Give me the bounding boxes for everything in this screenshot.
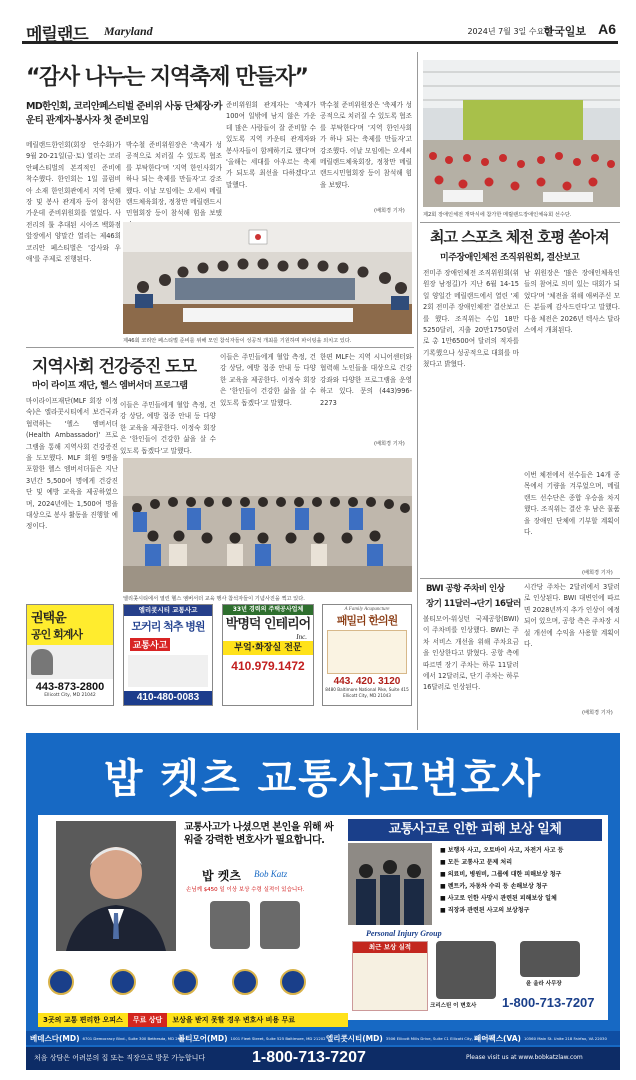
ad-services-list — [440, 845, 602, 917]
ad-interior-suffix: Inc. — [296, 633, 307, 641]
article2-photo — [123, 458, 412, 592]
seal-icon — [232, 969, 258, 995]
ad-accountant-address: Ellicott City, MD 21042 — [44, 693, 96, 698]
ad-interior-title: 박명덕 인테리어 — [225, 617, 311, 632]
lawyer-team-photo — [348, 843, 432, 925]
ad-interior[interactable] — [222, 604, 314, 706]
ad-footer-web[interactable]: Please visit us at www.bobkatzlaw.com — [466, 1054, 583, 1061]
ad-lawyer[interactable] — [26, 733, 620, 1070]
article1-body-1b: 박수철 준비위원장은 '축제가 성공적으로 치러질 수 있도록 협조를 부탁한다'며 '지역 한인사회가 하나 되는 축제를 만들자'고 강조했다. 이날 모임에는 오세씨 메릴랜드체육회장, 정창만 메릴랜드시민협회장 등이 참석해 힘을 보탰 — [126, 141, 222, 218]
article3-body-1: 전미주 장애인체전 조직위원회(위원장 남정길)가 지난 6월 14-15일 양일간 메릴랜드에서 열린 '제2회 전미주 장애인체전' 결산보고를 했다. 조직위는 수입 18만5250달러, 지출 20만1750달러로 총 1만6500여 달러의 적자를 기록했으나 성공적으로 대회를 마쳤다고 밝혔다. — [423, 269, 519, 369]
ad-clinic-phone: 443. 420. 3120 — [333, 676, 401, 687]
associate-photo — [260, 901, 300, 949]
seal-icon — [280, 969, 306, 995]
paper-name: 한국일보 — [543, 25, 586, 38]
ad-free-bar: 3곳의 교통 편리한 오피스 무료 상담 보상을 받지 못할 경우 변호사 비용 무료 — [38, 1013, 348, 1027]
ad-clinic-title: 패밀리 한의원 — [336, 614, 398, 627]
ad-spine-title: 모커리 척추 병원 — [131, 620, 205, 633]
office-item: 베데스다(MD) 6701 Democracy Blvd., Suite 300 Bethesda, MD 20817 — [30, 1033, 188, 1043]
service-item: ■ 보행자 사고, 오토바이 사고, 자전거 사고 등 — [440, 847, 564, 854]
ad-accountant-title: 권택윤 — [31, 611, 66, 626]
article2-body-3: 한편 MLF는 지역 시니어센터와 협력해 노인들을 대상으로 건강 강좌와 다양한 프로그램을 운영하고 있다. 문의 (443)996-2273 — [320, 353, 412, 407]
ad-phone-mid[interactable]: 1-800-713-7207 — [502, 995, 595, 1010]
article1-photo — [123, 222, 412, 334]
staff-photo — [520, 941, 580, 977]
seal-icon — [172, 969, 198, 995]
ad-lawyer-quote: 교통사고가 나셨으면 본인을 위해 싸워줄 강력한 변호사가 필요합니다. — [184, 822, 334, 846]
article3-body-3: 이번 체전에서 선수들은 14개 종목에서 기량을 겨루었으며, 메릴랜드 선수단은 종합 우승을 차지했다. 조직위는 결산 후 남은 물품을 장애인 단체에 기부할 계획이다. — [524, 471, 620, 537]
article1-body-1: 메릴랜드한인회(회장 안수화)가 9월 20-21일(금·토) 열리는 코리안페스티벌의 본격적인 준비에 착수했다. 한인회는 1일 콜럼비아 소재 한인회관에서 지역 단체장 및 봉사 관계자 등이 참석한 가운데 준비위원회를 열었다. 사전리의 툴 추대된 시아즈 백화점 앞장에서 양말간 열리는 제46회 코리안 페스티벌은 '감사와 우애'를 주제로 진행된다. — [26, 141, 121, 264]
article2-body-1b: 이들은 주민들에게 혈압 측정, 건강 상담, 예방 접종 안내 등 다양한 교육을 제공한다. 이정숙 회장은 '한인들이 건강한 삶을 살 수 있도록 돕겠다'고 말했다. — [120, 401, 216, 455]
service-item: ■ 직장과 관련된 사고의 보상청구 — [440, 907, 530, 914]
article3-subhead: 미주장애인체전 조직위원회, 결산보고 — [440, 253, 580, 263]
ad-offices — [26, 1031, 620, 1045]
ad-footer-note: 처음 상담은 어려분의 집 또는 직장으로 방문 가능합니다 — [34, 1054, 206, 1062]
article2-body-1: 마이라이프재단(MLF 회장 이정숙)은 엘라콧시티에서 보건국과 협력하는 '헬스 앰버서더(Health Ambassador)' 프로그램을 통해 지역사회 건강증진을 도모했다. MLF 회원 9명을 포함한 헬스 엠버서더들은 지난 3년간 5,500여 명에게 건강진단 및 예방 교육을 제공하였으며, 2024년에는 1,500여 명을 대상으로 봉사 활동을 진행할 예정이다. — [26, 397, 118, 531]
article3-headline: 최고 스포츠 체전 호평 쏟아져 — [430, 228, 609, 246]
staff-name: 윤 올라 사무장 — [526, 981, 562, 987]
region-name: Maryland — [104, 24, 153, 38]
article3-photo — [423, 60, 620, 207]
ad-oriental-clinic[interactable] — [322, 604, 412, 706]
rule — [26, 347, 414, 348]
service-item: ■ 모든 교통사고 문제 처리 — [440, 859, 512, 866]
ad-lawyer-name-en: Bob Katz — [254, 869, 288, 879]
group-photo-health — [123, 458, 412, 592]
staff-name: 크리스틴 이 변호사 — [430, 1003, 477, 1009]
ad-lawyer-title: 밥 켓츠 교통사고변호사 — [103, 756, 543, 802]
article3-photo-caption: 제2회 장애인체전 개막식에 참가한 메릴랜드장애인체육회 선수단. — [423, 212, 572, 218]
service-item: ■ 의료비, 병원비, 그룹에 대한 피해보상 청구 — [440, 871, 562, 878]
ad-accountant-phone: 443-873-2800 — [27, 679, 113, 693]
article2-body-2: 이들은 주민들에게 혈압 측정, 건강 상담, 예방 접종 안내 등 다양한 교육을 제공한다. 이정숙 회장은 '한인들이 건강한 삶을 살 수 있도록 돕겠다'고 말했다. — [220, 353, 316, 407]
ad-spine-clinic[interactable] — [123, 604, 213, 706]
article4-byline: (배희경 기자) — [582, 710, 613, 716]
seal-icon — [48, 969, 74, 995]
article1-subhead: MD한인회, 코리안페스티벌 준비위 사동 단체장·카운티 관계자·봉사자 첫 준비모임 — [26, 101, 222, 126]
page-number: A6 — [598, 21, 616, 37]
ad-accountant-subtitle: 공인 회계사 — [31, 628, 82, 641]
article2-headline: 지역사회 건강증진 도모 — [32, 357, 197, 377]
ad-footer — [26, 1047, 620, 1070]
article1-photo-caption: 제46회 코리안 페스티벌 준비를 위해 모인 참석자들이 성공적 개최를 기원하며 파이팅을 외치고 있다. — [123, 338, 352, 344]
group-photo-meeting — [123, 222, 412, 334]
seal-icon — [110, 969, 136, 995]
article2-byline: (배희경 기자) — [374, 441, 405, 447]
office-item: 페어팩스(VA) 10560 Main St. Unite 218 Fairfax, VA 22030 — [474, 1033, 607, 1043]
article1-body-2: 준비위원회 관계자는 '축제가 100여 일밖에 남지 않은 가운데 많은 사람들이 잘 준비할 수 있도록 지역 카운티 관계자와 봉사자들이 함께하기로 했다'며 '올해는 세대를 아우르는 축제가 되도록 최선을 다하겠다'고 말했다. — [226, 101, 316, 189]
ad-lawyer-name: 밥 켓츠 — [202, 869, 241, 883]
article2-subhead: 마이 라이프 재단, 헬스 엠버서더 프로그램 — [32, 381, 188, 391]
article4-subhead: 장기 11달러→단기 16달러 — [426, 599, 521, 609]
column-rule — [417, 52, 418, 730]
rule — [420, 222, 620, 223]
office-item: 볼티모어(MD) 1001 Fleet Street, Suite 525 Baltimore, MD 21202 — [178, 1033, 326, 1043]
issue-date: 2024년 7월 3일 수요일 — [467, 27, 552, 36]
ad-interior-top: 33년 경력의 주택공사업체 — [223, 605, 313, 615]
section-name: 메릴랜드 — [26, 25, 88, 45]
ad-footer-phone[interactable]: 1-800-713-7207 — [252, 1049, 366, 1066]
ad-spine-tag: 교통사고 — [130, 638, 170, 651]
article1-headline: “감사 나누는 지역축제 만들자” — [26, 65, 308, 90]
article4-headline: BWI 공항 주차비 인상 — [426, 584, 505, 594]
article1-body-3: 박수철 준비위원장은 '축제가 성공적으로 치러질 수 있도록 협조를 부탁한다'며 '지역 한인사회가 하나 되는 축제를 만들자'고 강조했다. 이날 모임에는 오세씨 메릴랜드체육회장, 정창만 메릴랜드시민협회장 등이 참석해 힘을 보탰다. — [320, 101, 412, 189]
article1-byline: (배희경 기자) — [374, 208, 405, 214]
ad-badge: 최근 보상 실적 — [353, 942, 427, 953]
ad-interior-phone: 410.979.1472 — [231, 659, 305, 673]
lawyer-portrait — [56, 821, 176, 951]
ad-clinic-top: A Family Acupuncture — [344, 607, 390, 612]
service-item: ■ 사고로 인한 사망시 관련된 피해보상 일체 — [440, 895, 557, 902]
ad-lawyer-note: 손님께 $450 일 이상 보상 수령 실적이 있습니다. — [186, 887, 305, 893]
page-header — [22, 18, 618, 44]
article2-photo-caption: 엘리콧시티에서 열린 헬스 엠버서더 교육 행사 참석자들이 기념사진을 찍고 있다. — [123, 596, 305, 602]
associate-photo — [210, 901, 250, 949]
article4-body-2: 시간당 주차는 2달러에서 3달러로 인상된다. BWI 대변인에 따르면 2028년까지 추가 인상이 예정되어 있으며, 공항 측은 주차장 시설 개선에 수익을 사용할 계획이다. — [524, 583, 620, 649]
ad-group-label: Personal Injury Group — [366, 929, 442, 938]
ad-spine-top: 엘리콧시티 교통사고 — [124, 605, 212, 616]
rule — [420, 578, 620, 579]
ad-clinic-address: 8480 Baltimore National Pike, Suite 415 Ellicott City, MD 21043 — [325, 687, 409, 698]
portrait-photo — [31, 649, 53, 675]
ad-spine-phone: 410-480-0083 — [124, 691, 212, 705]
sports-event-photo — [423, 60, 620, 207]
ad-services-title: 교통사고로 인한 피해 보상 일체 — [348, 819, 602, 841]
article4-body-1: 볼티모어-워싱턴 국제공항(BWI)이 주차비를 인상했다. BWI는 주차 서비스 개선을 위해 주차요금을 인상한다고 밝혔다. 공항 측에 따르면 장기 주차는 하루 11달러에서 12달러로, 단기 주차는 하루 16달러로 인상된다. — [423, 615, 519, 692]
article3-body-2: 남 위원장은 '많은 장애인체육인들의 참여로 의미 있는 대회가 되었다'며 '체전을 위해 애써주신 모든 분들께 감사드린다'고 말했다. 다음 체전은 2026년 텍사스 달라스에서 개최된다. — [524, 269, 620, 335]
office-item: 엘리콧시티(MD) 3506 Ellicott Mills Drive, Suite C1 Ellicott City, MD 21043 — [326, 1033, 494, 1043]
ad-interior-tag: 부엌·화장실 전문 — [223, 641, 313, 655]
staff-photo — [436, 941, 496, 999]
ad-accountant[interactable] — [26, 604, 114, 706]
article3-byline: (배희경 기자) — [582, 570, 613, 576]
service-item: ■ 렌트카, 자동차 수리 등 손해보상 청구 — [440, 883, 548, 890]
